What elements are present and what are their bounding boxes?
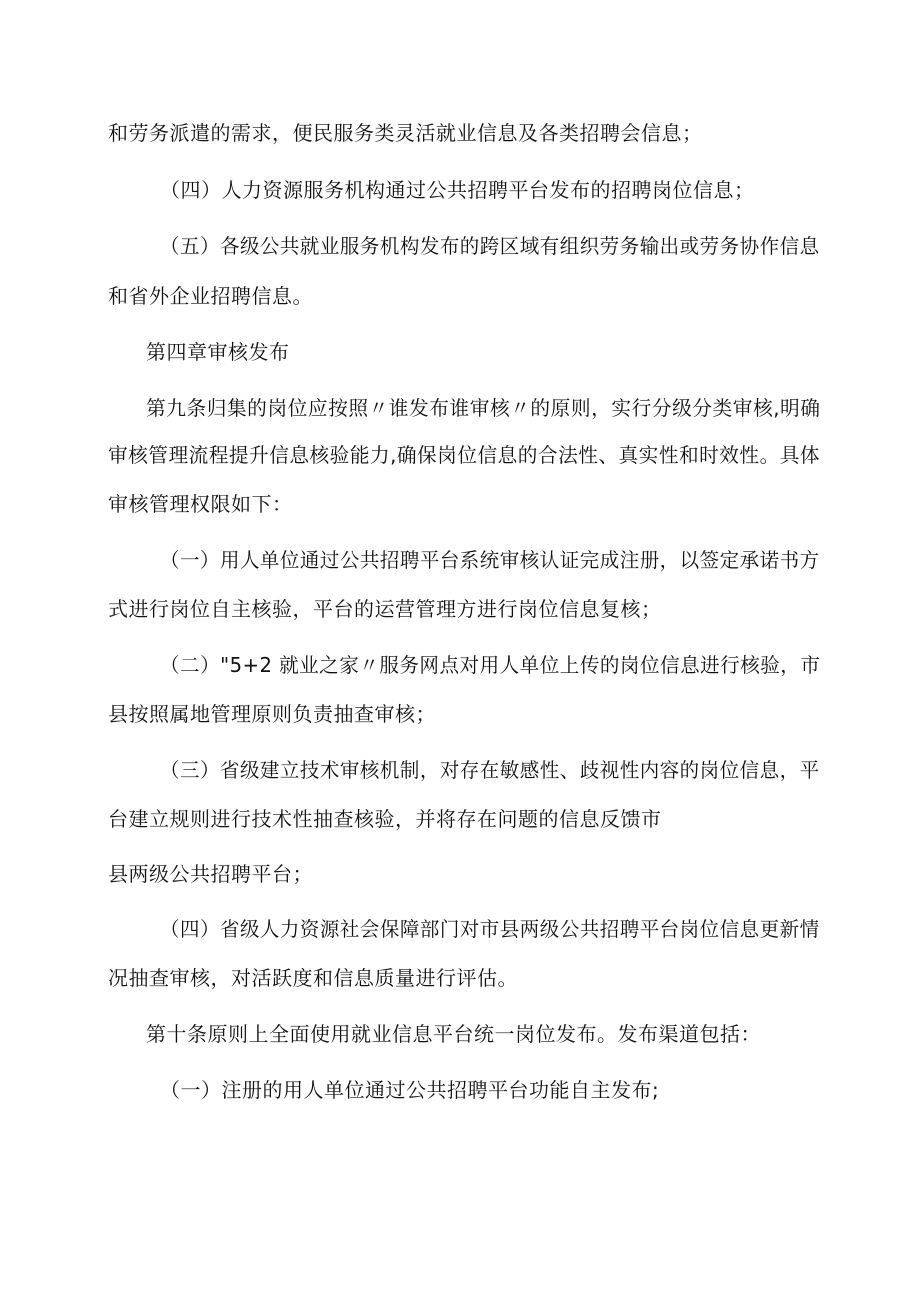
paragraph-line: 况抽查审核，对活跃度和信息质量进行评估。 xyxy=(108,966,518,990)
paragraph-line: 式进行岗位自主核验，平台的运营管理方进行岗位信息复核； xyxy=(108,597,662,621)
paragraph-line: （四）省级人力资源社会保障部门对市县两级公共招聘平台岗位信息更新情 xyxy=(160,917,820,941)
paragraph-line: 县两级公共招聘平台； xyxy=(108,862,313,886)
paragraph-line: 和劳务派遣的需求，便民服务类灵活就业信息及各类招聘会信息； xyxy=(108,121,703,145)
paragraph-line: 和省外企业招聘信息。 xyxy=(108,284,313,308)
paragraph-line: （一）注册的用人单位通过公共招聘平台功能自主发布; xyxy=(160,1078,660,1102)
paragraph-line: 审核管理权限如下： xyxy=(108,492,293,516)
paragraph-line: （二）"5+2 就业之家〃服务网点对用人单位上传的岗位信息进行核验，市 xyxy=(160,653,821,677)
paragraph-line: 第十条原则上全面使用就业信息平台统一岗位发布。发布渠道包括： xyxy=(146,1022,761,1046)
paragraph-line: （三）省级建立技术审核机制，对存在敏感性、歧视性内容的岗位信息，平 xyxy=(160,758,820,782)
paragraph-line: 台建立规则进行技术性抽查核验，并将存在问题的信息反馈市 xyxy=(108,807,662,831)
chapter-heading: 第四章审核发布 xyxy=(146,340,290,364)
paragraph-line: 县按照属地管理原则负责抽查审核； xyxy=(108,702,436,726)
paragraph-line: 审核管理流程提升信息核验能力,确保岗位信息的合法性、真实性和时效性。具体 xyxy=(108,443,821,467)
paragraph-line: （四）人力资源服务机构通过公共招聘平台发布的招聘岗位信息； xyxy=(160,178,755,202)
paragraph-line: （一）用人单位通过公共招聘平台系统审核认证完成注册，以签定承诺书方 xyxy=(160,548,820,572)
paragraph-line: 第九条归集的岗位应按照〃谁发布谁审核〃的原则，实行分级分类审核,明确 xyxy=(146,396,821,420)
paragraph-line: （五）各级公共就业服务机构发布的跨区域有组织劳务输出或劳务协作信息 xyxy=(160,234,820,258)
